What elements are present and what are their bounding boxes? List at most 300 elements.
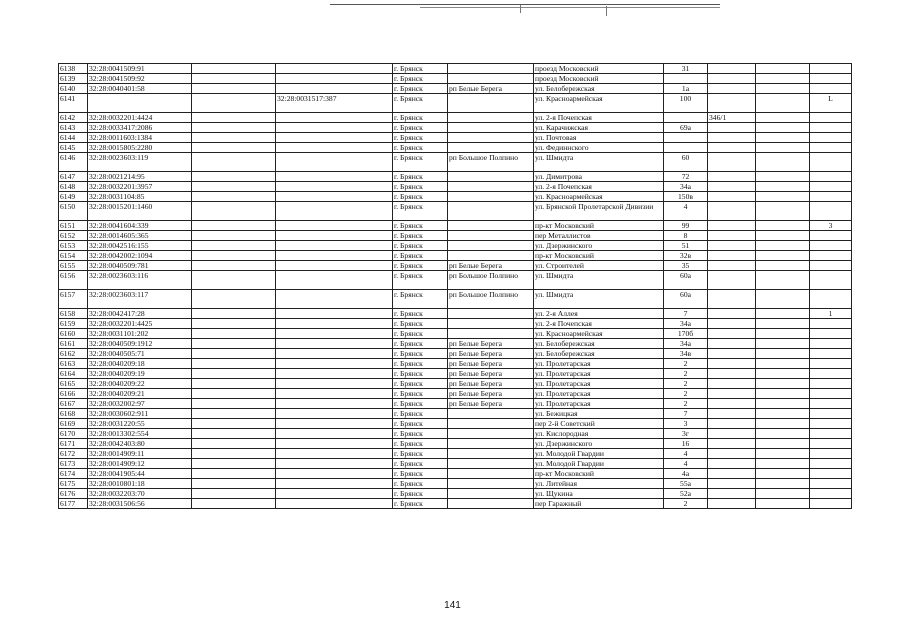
table-row bbox=[59, 94, 852, 113]
cell-extra bbox=[810, 84, 852, 94]
cell-empty bbox=[192, 339, 276, 349]
cell-apartment bbox=[708, 369, 756, 379]
cell-settlement: рп Большое Полпино bbox=[448, 271, 534, 290]
cell-row-number: 6160 bbox=[59, 329, 88, 339]
table-row bbox=[59, 290, 852, 309]
cell-settlement: рп Белые Берега bbox=[448, 359, 534, 369]
cell-row-number: 6165 bbox=[59, 379, 88, 389]
cell-city: г. Брянск bbox=[393, 309, 448, 319]
cell-cadastral-number: 32:28:0040209:19 bbox=[88, 369, 192, 379]
cell-city: г. Брянск bbox=[393, 64, 448, 74]
cell-settlement bbox=[448, 429, 534, 439]
cell-settlement bbox=[448, 309, 534, 319]
cell-empty bbox=[192, 202, 276, 221]
cell-cadastral-number: 32:28:0014605:365 bbox=[88, 231, 192, 241]
cell-cadastral-number: 32:28:0031506:56 bbox=[88, 499, 192, 509]
cell-street: ул. Строителей bbox=[534, 261, 664, 271]
cell-city: г. Брянск bbox=[393, 123, 448, 133]
cell-previous-number bbox=[276, 479, 393, 489]
cell-extra bbox=[810, 319, 852, 329]
table-row bbox=[59, 231, 852, 241]
cell-cadastral-number: 32:28:0014909:11 bbox=[88, 449, 192, 459]
cell-city: г. Брянск bbox=[393, 399, 448, 409]
cell-cadastral-number: 32:28:0041509:91 bbox=[88, 64, 192, 74]
cell-extra bbox=[810, 113, 852, 123]
cell-street: ул. 2-я Почепская bbox=[534, 113, 664, 123]
cell-settlement bbox=[448, 319, 534, 329]
table-row bbox=[59, 469, 852, 479]
cell-empty bbox=[192, 429, 276, 439]
cell-apartment bbox=[708, 499, 756, 509]
cell-apartment bbox=[708, 469, 756, 479]
cell-city: г. Брянск bbox=[393, 251, 448, 261]
cell-city: г. Брянск bbox=[393, 459, 448, 469]
cell-previous-number bbox=[276, 349, 393, 359]
table-row bbox=[59, 271, 852, 290]
cell-empty bbox=[192, 290, 276, 309]
cell-street: ул. Белобережская bbox=[534, 339, 664, 349]
cell-row-number: 6139 bbox=[59, 74, 88, 84]
cell-settlement bbox=[448, 439, 534, 449]
cell-street: ул. Пролетарская bbox=[534, 379, 664, 389]
cell-cadastral-number: 32:28:0032201:3957 bbox=[88, 182, 192, 192]
cell-city: г. Брянск bbox=[393, 231, 448, 241]
cell-empty bbox=[192, 369, 276, 379]
cell-house-number bbox=[664, 143, 708, 153]
cell-extra bbox=[810, 369, 852, 379]
cell-street: ул. Бежицкая bbox=[534, 409, 664, 419]
cell-extra bbox=[810, 499, 852, 509]
cell-street: ул. Почтовая bbox=[534, 133, 664, 143]
table-row bbox=[59, 202, 852, 221]
registry-table bbox=[58, 63, 852, 509]
cell-row-number: 6147 bbox=[59, 172, 88, 182]
cell-previous-number bbox=[276, 290, 393, 309]
cell-extra bbox=[810, 389, 852, 399]
cell-street: пр-кт Московский bbox=[534, 469, 664, 479]
cell-settlement: рп Белые Берега bbox=[448, 339, 534, 349]
cell-row-number: 6150 bbox=[59, 202, 88, 221]
cell-extra: 3 bbox=[810, 221, 852, 231]
cell-street: ул. Карачижская bbox=[534, 123, 664, 133]
cell-previous-number bbox=[276, 241, 393, 251]
cell-apartment bbox=[708, 379, 756, 389]
table-row bbox=[59, 329, 852, 339]
cell-empty bbox=[756, 359, 810, 369]
cell-empty bbox=[756, 429, 810, 439]
cell-settlement: рп Большое Полпино bbox=[448, 153, 534, 172]
cell-city: г. Брянск bbox=[393, 290, 448, 309]
cell-empty bbox=[756, 182, 810, 192]
cell-cadastral-number: 32:28:0031104:85 bbox=[88, 192, 192, 202]
cell-cadastral-number: 32:28:0030602:911 bbox=[88, 409, 192, 419]
cell-row-number: 6155 bbox=[59, 261, 88, 271]
cell-city: г. Брянск bbox=[393, 94, 448, 113]
cell-house-number: 2 bbox=[664, 389, 708, 399]
cell-cadastral-number: 32:28:0040505:71 bbox=[88, 349, 192, 359]
cell-street: ул. Димитрова bbox=[534, 172, 664, 182]
cell-cadastral-number: 32:28:0033417:2086 bbox=[88, 123, 192, 133]
table-row bbox=[59, 84, 852, 94]
cell-settlement: рп Белые Берега bbox=[448, 84, 534, 94]
cell-previous-number bbox=[276, 439, 393, 449]
table-row bbox=[59, 389, 852, 399]
table-row bbox=[59, 221, 852, 231]
cell-house-number: 150в bbox=[664, 192, 708, 202]
cell-city: г. Брянск bbox=[393, 419, 448, 429]
cell-cadastral-number: 32:28:0011603:1384 bbox=[88, 133, 192, 143]
table-row bbox=[59, 379, 852, 389]
cell-empty bbox=[192, 192, 276, 202]
cell-empty bbox=[192, 479, 276, 489]
table-row bbox=[59, 459, 852, 469]
cell-empty bbox=[192, 389, 276, 399]
table-row bbox=[59, 429, 852, 439]
cell-cadastral-number: 32:28:0042417:28 bbox=[88, 309, 192, 319]
cell-previous-number bbox=[276, 113, 393, 123]
table-row bbox=[59, 133, 852, 143]
cell-extra bbox=[810, 359, 852, 369]
cell-extra bbox=[810, 489, 852, 499]
cell-empty bbox=[756, 241, 810, 251]
cell-cadastral-number: 32:28:0031220:55 bbox=[88, 419, 192, 429]
cell-extra bbox=[810, 399, 852, 409]
cell-cadastral-number: 32:28:0014909:12 bbox=[88, 459, 192, 469]
cell-cadastral-number: 32:28:0040209:21 bbox=[88, 389, 192, 399]
cell-empty bbox=[756, 459, 810, 469]
table-row bbox=[59, 251, 852, 261]
cell-settlement bbox=[448, 329, 534, 339]
cell-street: ул. Пролетарская bbox=[534, 389, 664, 399]
cell-city: г. Брянск bbox=[393, 74, 448, 84]
cell-row-number: 6170 bbox=[59, 429, 88, 439]
cell-street: ул. Шмидта bbox=[534, 290, 664, 309]
cell-previous-number bbox=[276, 251, 393, 261]
cell-apartment bbox=[708, 133, 756, 143]
table-row bbox=[59, 309, 852, 319]
cell-previous-number bbox=[276, 172, 393, 182]
scan-artifact-line bbox=[330, 4, 720, 5]
cell-extra bbox=[810, 329, 852, 339]
cell-settlement bbox=[448, 172, 534, 182]
cell-apartment bbox=[708, 221, 756, 231]
table-row bbox=[59, 499, 852, 509]
cell-empty bbox=[192, 64, 276, 74]
cell-extra bbox=[810, 133, 852, 143]
cell-settlement bbox=[448, 94, 534, 113]
cell-city: г. Брянск bbox=[393, 499, 448, 509]
cell-empty bbox=[756, 319, 810, 329]
table-row bbox=[59, 449, 852, 459]
cell-extra bbox=[810, 339, 852, 349]
cell-apartment bbox=[708, 349, 756, 359]
cell-empty bbox=[756, 290, 810, 309]
cell-apartment bbox=[708, 94, 756, 113]
cell-cadastral-number: 32:28:0040209:18 bbox=[88, 359, 192, 369]
cell-city: г. Брянск bbox=[393, 439, 448, 449]
cell-empty bbox=[192, 349, 276, 359]
cell-house-number: 4 bbox=[664, 459, 708, 469]
table-row bbox=[59, 399, 852, 409]
cell-previous-number bbox=[276, 271, 393, 290]
cell-empty bbox=[192, 449, 276, 459]
cell-apartment bbox=[708, 339, 756, 349]
cell-house-number: 2 bbox=[664, 499, 708, 509]
cell-house-number: 51 bbox=[664, 241, 708, 251]
cell-house-number: 170б bbox=[664, 329, 708, 339]
cell-apartment bbox=[708, 419, 756, 429]
cell-street: проезд Московский bbox=[534, 64, 664, 74]
cell-street: ул. Красноармейская bbox=[534, 192, 664, 202]
cell-house-number: 100 bbox=[664, 94, 708, 113]
cell-cadastral-number: 32:28:0032002:97 bbox=[88, 399, 192, 409]
cell-empty bbox=[756, 261, 810, 271]
cell-row-number: 6162 bbox=[59, 349, 88, 359]
cell-settlement bbox=[448, 113, 534, 123]
cell-empty bbox=[192, 329, 276, 339]
cell-row-number: 6164 bbox=[59, 369, 88, 379]
cell-empty bbox=[756, 469, 810, 479]
cell-city: г. Брянск bbox=[393, 182, 448, 192]
cell-house-number: 69а bbox=[664, 123, 708, 133]
cell-street: ул. Кислородная bbox=[534, 429, 664, 439]
cell-empty bbox=[192, 379, 276, 389]
cell-row-number: 6141 bbox=[59, 94, 88, 113]
cell-empty bbox=[756, 74, 810, 84]
cell-apartment bbox=[708, 271, 756, 290]
cell-cadastral-number: 32:28:0040509:1912 bbox=[88, 339, 192, 349]
cell-previous-number: 32:28:0031517:387 bbox=[276, 94, 393, 113]
cell-house-number: 4 bbox=[664, 202, 708, 221]
cell-settlement bbox=[448, 459, 534, 469]
cell-house-number: 4а bbox=[664, 469, 708, 479]
cell-settlement: рп Белые Берега bbox=[448, 389, 534, 399]
cell-previous-number bbox=[276, 449, 393, 459]
cell-house-number: 35 bbox=[664, 261, 708, 271]
cell-apartment bbox=[708, 449, 756, 459]
cell-settlement bbox=[448, 182, 534, 192]
cell-cadastral-number: 32:28:0031101:202 bbox=[88, 329, 192, 339]
cell-house-number: 34в bbox=[664, 349, 708, 359]
cell-previous-number bbox=[276, 429, 393, 439]
cell-settlement bbox=[448, 231, 534, 241]
cell-city: г. Брянск bbox=[393, 479, 448, 489]
cell-house-number: 34а bbox=[664, 319, 708, 329]
cell-extra bbox=[810, 429, 852, 439]
cell-row-number: 6174 bbox=[59, 469, 88, 479]
cell-cadastral-number: 32:28:0040401:58 bbox=[88, 84, 192, 94]
cell-street: ул. Пролетарская bbox=[534, 369, 664, 379]
cell-city: г. Брянск bbox=[393, 469, 448, 479]
cell-empty bbox=[756, 94, 810, 113]
cell-empty bbox=[756, 84, 810, 94]
cell-cadastral-number: 32:28:0015805:2280 bbox=[88, 143, 192, 153]
cell-previous-number bbox=[276, 133, 393, 143]
table-row bbox=[59, 172, 852, 182]
cell-extra bbox=[810, 241, 852, 251]
cell-city: г. Брянск bbox=[393, 349, 448, 359]
cell-extra bbox=[810, 202, 852, 221]
cell-house-number: 60а bbox=[664, 271, 708, 290]
cell-empty bbox=[756, 231, 810, 241]
cell-house-number bbox=[664, 113, 708, 123]
cell-previous-number bbox=[276, 231, 393, 241]
cell-empty bbox=[756, 329, 810, 339]
cell-row-number: 6142 bbox=[59, 113, 88, 123]
cell-row-number: 6169 bbox=[59, 419, 88, 429]
cell-empty bbox=[756, 202, 810, 221]
cell-empty bbox=[756, 349, 810, 359]
cell-previous-number bbox=[276, 369, 393, 379]
cell-city: г. Брянск bbox=[393, 389, 448, 399]
cell-row-number: 6148 bbox=[59, 182, 88, 192]
cell-cadastral-number: 32:28:0032203:70 bbox=[88, 489, 192, 499]
cell-previous-number bbox=[276, 359, 393, 369]
table-row bbox=[59, 369, 852, 379]
cell-apartment bbox=[708, 389, 756, 399]
cell-cadastral-number: 32:28:0021214:95 bbox=[88, 172, 192, 182]
cell-cadastral-number: 32:28:0032201:4424 bbox=[88, 113, 192, 123]
cell-row-number: 6152 bbox=[59, 231, 88, 241]
cell-city: г. Брянск bbox=[393, 429, 448, 439]
cell-extra bbox=[810, 271, 852, 290]
cell-city: г. Брянск bbox=[393, 84, 448, 94]
cell-settlement bbox=[448, 202, 534, 221]
cell-empty bbox=[192, 143, 276, 153]
cell-apartment bbox=[708, 143, 756, 153]
cell-empty bbox=[192, 439, 276, 449]
cell-city: г. Брянск bbox=[393, 329, 448, 339]
cell-settlement: рп Большое Полпино bbox=[448, 290, 534, 309]
cell-settlement bbox=[448, 489, 534, 499]
cell-street: ул. Шмидта bbox=[534, 153, 664, 172]
cell-row-number: 6172 bbox=[59, 449, 88, 459]
cell-settlement bbox=[448, 192, 534, 202]
cell-empty bbox=[192, 241, 276, 251]
cell-empty bbox=[192, 319, 276, 329]
cell-house-number: 16 bbox=[664, 439, 708, 449]
cell-settlement: рп Белые Берега bbox=[448, 369, 534, 379]
cell-cadastral-number: 32:28:0042403:80 bbox=[88, 439, 192, 449]
cell-empty bbox=[756, 389, 810, 399]
cell-empty bbox=[756, 172, 810, 182]
cell-row-number: 6138 bbox=[59, 64, 88, 74]
cell-empty bbox=[756, 64, 810, 74]
cell-apartment bbox=[708, 359, 756, 369]
cell-settlement bbox=[448, 251, 534, 261]
cell-previous-number bbox=[276, 202, 393, 221]
cell-street: ул. 2-я Аллея bbox=[534, 309, 664, 319]
cell-house-number: 31 bbox=[664, 64, 708, 74]
cell-row-number: 6173 bbox=[59, 459, 88, 469]
cell-empty bbox=[192, 399, 276, 409]
cell-house-number: 32в bbox=[664, 251, 708, 261]
cell-settlement bbox=[448, 64, 534, 74]
table-row bbox=[59, 74, 852, 84]
cell-previous-number bbox=[276, 123, 393, 133]
cell-extra bbox=[810, 182, 852, 192]
cell-city: г. Брянск bbox=[393, 379, 448, 389]
cell-apartment bbox=[708, 399, 756, 409]
cell-apartment bbox=[708, 329, 756, 339]
cell-house-number: 2 bbox=[664, 369, 708, 379]
cell-apartment bbox=[708, 241, 756, 251]
cell-street: пер Гаражный bbox=[534, 499, 664, 509]
cell-extra: 1 bbox=[810, 309, 852, 319]
cell-empty bbox=[192, 221, 276, 231]
cell-previous-number bbox=[276, 84, 393, 94]
cell-city: г. Брянск bbox=[393, 271, 448, 290]
cell-empty bbox=[756, 113, 810, 123]
cell-previous-number bbox=[276, 409, 393, 419]
cell-city: г. Брянск bbox=[393, 409, 448, 419]
table-row bbox=[59, 479, 852, 489]
table-row bbox=[59, 241, 852, 251]
cell-street: ул. Белобережская bbox=[534, 349, 664, 359]
cell-settlement bbox=[448, 479, 534, 489]
cell-house-number: 60а bbox=[664, 290, 708, 309]
cell-row-number: 6158 bbox=[59, 309, 88, 319]
cell-house-number: 3 bbox=[664, 419, 708, 429]
cell-extra bbox=[810, 143, 852, 153]
cell-settlement bbox=[448, 74, 534, 84]
cell-extra bbox=[810, 153, 852, 172]
cell-settlement: рп Белые Берега bbox=[448, 399, 534, 409]
cell-empty bbox=[756, 479, 810, 489]
cell-city: г. Брянск bbox=[393, 113, 448, 123]
cell-row-number: 6163 bbox=[59, 359, 88, 369]
cell-house-number: 99 bbox=[664, 221, 708, 231]
cell-previous-number bbox=[276, 499, 393, 509]
cell-settlement: рп Белые Берега bbox=[448, 349, 534, 359]
scan-artifact-line bbox=[520, 5, 521, 13]
cell-empty bbox=[756, 489, 810, 499]
cell-row-number: 6143 bbox=[59, 123, 88, 133]
table-row bbox=[59, 339, 852, 349]
cell-street: ул. Щукина bbox=[534, 489, 664, 499]
cell-house-number: 2 bbox=[664, 399, 708, 409]
cell-extra bbox=[810, 419, 852, 429]
cell-settlement: рп Белые Берега bbox=[448, 261, 534, 271]
table-row bbox=[59, 192, 852, 202]
table-row bbox=[59, 182, 852, 192]
cell-city: г. Брянск bbox=[393, 221, 448, 231]
cell-street: ул. 2-я Почепская bbox=[534, 182, 664, 192]
cell-row-number: 6149 bbox=[59, 192, 88, 202]
cell-row-number: 6177 bbox=[59, 499, 88, 509]
cell-previous-number bbox=[276, 489, 393, 499]
cell-settlement bbox=[448, 143, 534, 153]
cell-empty bbox=[756, 419, 810, 429]
cell-row-number: 6176 bbox=[59, 489, 88, 499]
cell-apartment bbox=[708, 123, 756, 133]
cell-row-number: 6140 bbox=[59, 84, 88, 94]
cell-street: ул. Красноармейская bbox=[534, 329, 664, 339]
cell-street: пр-кт Московский bbox=[534, 221, 664, 231]
cell-extra bbox=[810, 192, 852, 202]
cell-house-number: 2 bbox=[664, 379, 708, 389]
cell-apartment bbox=[708, 459, 756, 469]
cell-extra bbox=[810, 349, 852, 359]
cell-empty bbox=[756, 271, 810, 290]
cell-empty bbox=[756, 221, 810, 231]
cell-apartment bbox=[708, 64, 756, 74]
cell-empty bbox=[192, 94, 276, 113]
cell-apartment bbox=[708, 309, 756, 319]
cell-row-number: 6146 bbox=[59, 153, 88, 172]
cell-row-number: 6171 bbox=[59, 439, 88, 449]
cell-extra bbox=[810, 123, 852, 133]
